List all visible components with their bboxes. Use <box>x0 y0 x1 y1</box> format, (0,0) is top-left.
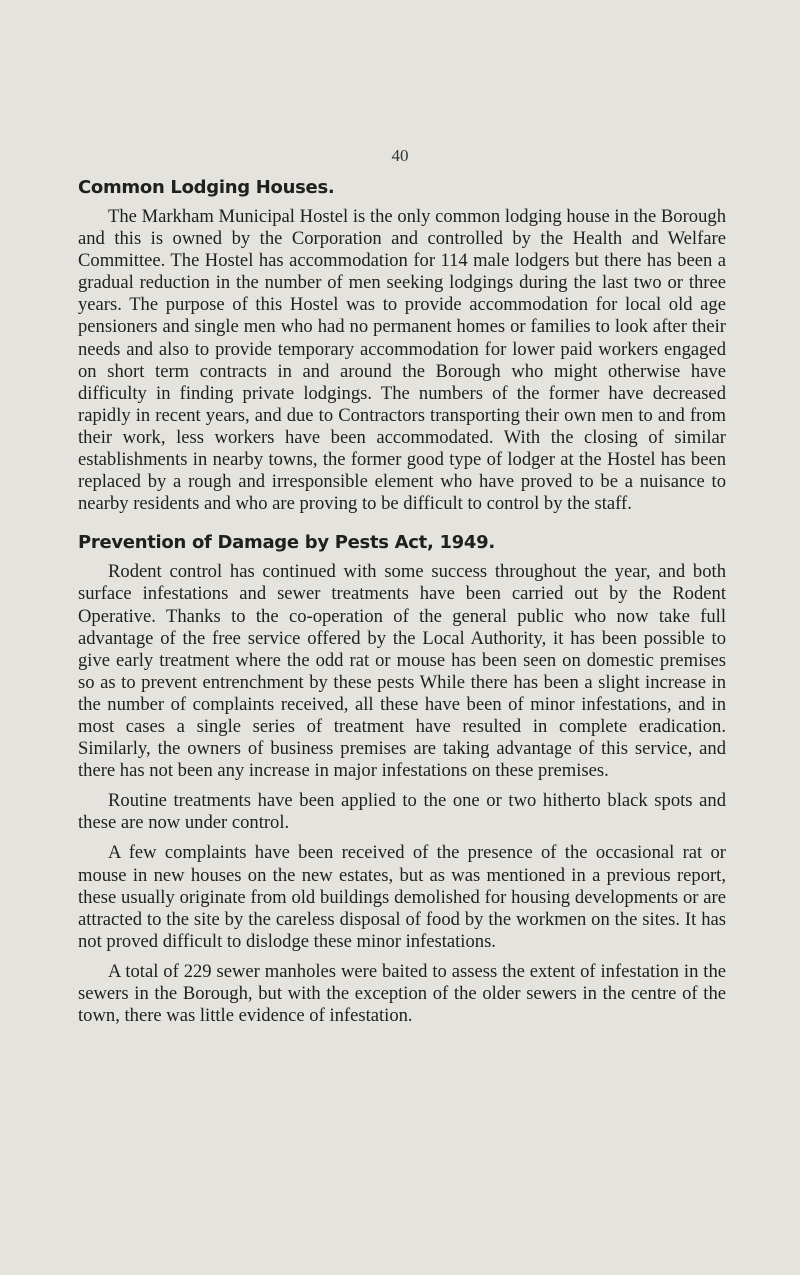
paragraph: A total of 229 sewer manholes were baited to assess the extent of infestation in the sewers in the Borough, but with the exception of the older sewers in the centre of the town, there was little evidence of infestation. <box>78 960 726 1027</box>
section-heading: Common Lodging Houses. <box>78 177 335 198</box>
paragraph: Routine treatments have been applied to the one or two hitherto black spots and these are now under control. <box>78 790 726 834</box>
section-heading: Prevention of Damage by Pests Act, 1949. <box>78 532 495 554</box>
paragraph: The Markham Municipal Hostel is the only common lodging house in the Borough and this is owned by the Corporation and controlled by the Health and Welfare Committee. The Hostel has accommodation for 114 male lodgers but there has been a gradual reduction in the number of men seeking lodgings during the last two or three years. The purpose of this Hostel was to provide accommodation for local old age pensioners and single men who had no permanent homes or families to look after their needs and also to provide temporary accommodation for lower paid workers engaged on short term contracts in and around the Borough who might otherwise have difficulty in finding private lodgings. The numbers of the former have decreased rapidly in recent years, and due to Contractors transporting their own men to and from their work, less workers have been accommodated. With the closing of similar establishments in nearby towns, the former good type of lodger at the Hostel has been replaced by a rough and irresponsible element who have proved to be a nuisance to nearby residents and who are proving to be difficult to control by the staff. <box>78 206 726 515</box>
section-prevention-of-damage-by-pests <box>78 531 726 1027</box>
paragraph: A few complaints have been received of the presence of the occasional rat or mouse in new houses on the new estates, but as was mentioned in a previous report, these usually originate from old buildings demolished for housing developments or are attracted to the site by the careless disposal of food by the workmen on the sites. It has not proved difficult to dislodge these minor infestations. <box>78 842 726 952</box>
page-number: 40 <box>391 146 409 165</box>
section-common-lodging-houses <box>78 176 726 515</box>
paragraph: Rodent control has continued with some success throughout the year, and both surface infestations and sewer treatments have been carried out by the Rodent Operative. Thanks to the co-operation of the general public who now take full advantage of the free service offered by the Local Authority, it has been possible to give early treatment where the odd rat or mouse has been seen on domestic premises so as to prevent entrenchment by these pests While there has been a slight increase in the number of complaints received, all these have been of minor infestations, and in most cases a single series of treatment have resulted in complete eradication. Similarly, the owners of business premises are taking advantage of this service, and there has not been any increase in major infestations on these premises. <box>78 561 726 782</box>
page-content <box>78 176 726 1027</box>
